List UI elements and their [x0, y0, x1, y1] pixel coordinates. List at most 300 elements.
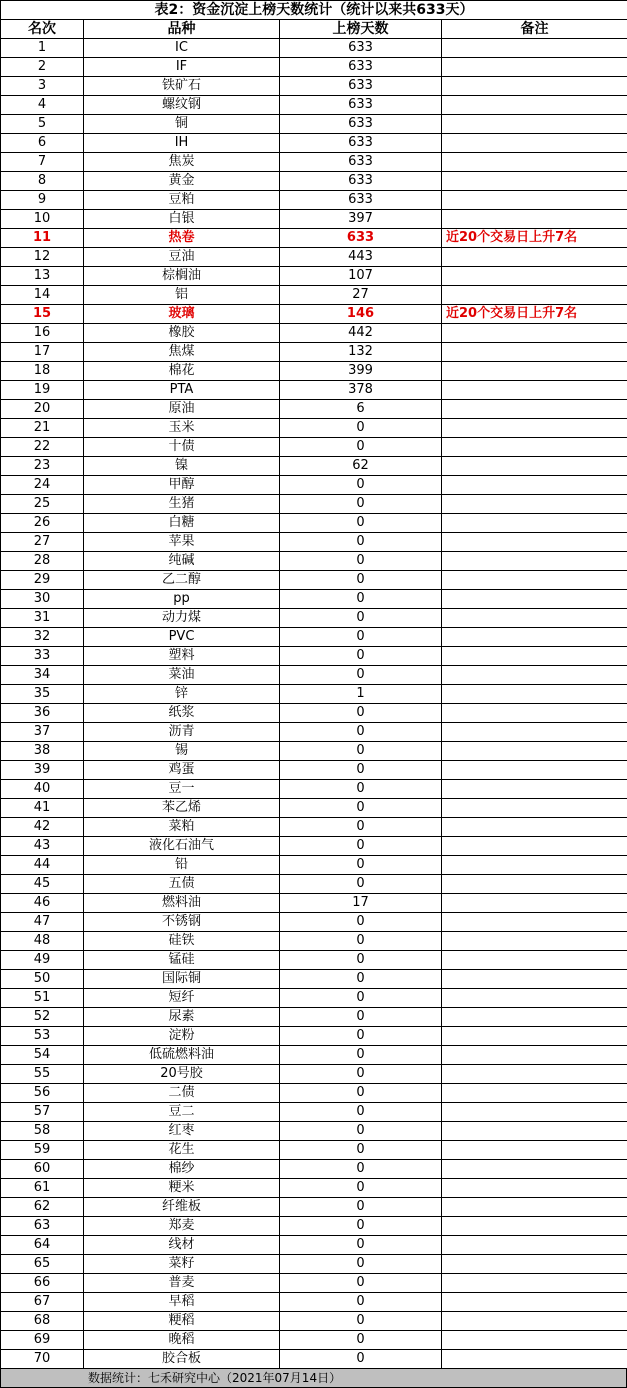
days-cell: 443 [280, 248, 442, 267]
note-cell [442, 172, 627, 191]
rank-cell: 67 [1, 1293, 84, 1312]
days-cell: 633 [280, 191, 442, 210]
days-cell: 0 [280, 609, 442, 628]
table-row [1, 1084, 627, 1103]
table-row [1, 1141, 627, 1160]
table-row [1, 1331, 627, 1350]
note-cell [442, 761, 627, 780]
note-cell [442, 1350, 627, 1369]
rank-cell: 70 [1, 1350, 84, 1369]
note-cell [442, 571, 627, 590]
name-cell: 白银 [84, 210, 280, 229]
name-cell: 粳米 [84, 1179, 280, 1198]
days-cell: 0 [280, 1008, 442, 1027]
table-row [1, 1122, 627, 1141]
note-cell [442, 1065, 627, 1084]
note-cell [442, 1217, 627, 1236]
note-cell [442, 514, 627, 533]
name-cell: 纤维板 [84, 1198, 280, 1217]
name-cell: 豆一 [84, 780, 280, 799]
name-cell: 螺纹钢 [84, 96, 280, 115]
name-cell: 豆粕 [84, 191, 280, 210]
table-row [1, 552, 627, 571]
table-row [1, 286, 627, 305]
name-cell: 液化石油气 [84, 837, 280, 856]
table-row [1, 1236, 627, 1255]
table-row [1, 799, 627, 818]
table-row [1, 267, 627, 286]
name-cell: 焦煤 [84, 343, 280, 362]
days-cell: 633 [280, 96, 442, 115]
rank-cell: 30 [1, 590, 84, 609]
days-cell: 0 [280, 1084, 442, 1103]
table-row [1, 875, 627, 894]
name-cell: 塑料 [84, 647, 280, 666]
name-cell: 尿素 [84, 1008, 280, 1027]
days-cell: 1 [280, 685, 442, 704]
days-cell: 0 [280, 1236, 442, 1255]
days-cell: 6 [280, 400, 442, 419]
rank-cell: 26 [1, 514, 84, 533]
rank-cell: 66 [1, 1274, 84, 1293]
note-cell [442, 115, 627, 134]
name-cell: 国际铜 [84, 970, 280, 989]
days-cell: 633 [280, 39, 442, 58]
rank-cell: 62 [1, 1198, 84, 1217]
name-cell: 乙二醇 [84, 571, 280, 590]
days-cell: 633 [280, 229, 442, 248]
table-row [1, 628, 627, 647]
name-cell: 黄金 [84, 172, 280, 191]
note-cell [442, 286, 627, 305]
table-row [1, 1293, 627, 1312]
days-cell: 132 [280, 343, 442, 362]
days-cell: 0 [280, 761, 442, 780]
note-cell [442, 856, 627, 875]
note-cell [442, 533, 627, 552]
rank-cell: 39 [1, 761, 84, 780]
table-row [1, 343, 627, 362]
rank-cell: 17 [1, 343, 84, 362]
table-row [1, 115, 627, 134]
table-row [1, 894, 627, 913]
name-cell: IH [84, 134, 280, 153]
rank-cell: 41 [1, 799, 84, 818]
note-cell [442, 476, 627, 495]
rank-cell: 45 [1, 875, 84, 894]
rank-cell: 56 [1, 1084, 84, 1103]
table-row [1, 989, 627, 1008]
rank-cell: 40 [1, 780, 84, 799]
note-cell [442, 723, 627, 742]
note-cell [442, 742, 627, 761]
days-cell: 0 [280, 742, 442, 761]
table-row [1, 305, 627, 324]
rank-cell: 54 [1, 1046, 84, 1065]
name-cell: 豆二 [84, 1103, 280, 1122]
rank-cell: 18 [1, 362, 84, 381]
table-row [1, 362, 627, 381]
rank-cell: 63 [1, 1217, 84, 1236]
table-row [1, 77, 627, 96]
header-days: 上榜天数 [280, 20, 442, 39]
days-cell: 146 [280, 305, 442, 324]
rank-cell: 19 [1, 381, 84, 400]
note-cell [442, 1331, 627, 1350]
rank-cell: 55 [1, 1065, 84, 1084]
rank-cell: 61 [1, 1179, 84, 1198]
rank-cell: 58 [1, 1122, 84, 1141]
table-row [1, 229, 627, 248]
name-cell: pp [84, 590, 280, 609]
rank-cell: 29 [1, 571, 84, 590]
table-row [1, 1046, 627, 1065]
note-cell [442, 153, 627, 172]
rank-cell: 22 [1, 438, 84, 457]
name-cell: 生猪 [84, 495, 280, 514]
name-cell: 胶合板 [84, 1350, 280, 1369]
name-cell: 普麦 [84, 1274, 280, 1293]
note-cell [442, 647, 627, 666]
days-cell: 107 [280, 267, 442, 286]
note-cell [442, 134, 627, 153]
note-cell [442, 970, 627, 989]
name-cell: 玉米 [84, 419, 280, 438]
rank-cell: 24 [1, 476, 84, 495]
days-cell: 633 [280, 115, 442, 134]
rank-cell: 37 [1, 723, 84, 742]
name-cell: 纯碱 [84, 552, 280, 571]
days-cell: 0 [280, 1198, 442, 1217]
name-cell: 橡胶 [84, 324, 280, 343]
name-cell: 豆油 [84, 248, 280, 267]
rank-cell: 35 [1, 685, 84, 704]
table-row [1, 495, 627, 514]
rank-cell: 49 [1, 951, 84, 970]
rank-cell: 32 [1, 628, 84, 647]
rank-cell: 68 [1, 1312, 84, 1331]
note-cell [442, 457, 627, 476]
name-cell: 硅铁 [84, 932, 280, 951]
note-cell [442, 704, 627, 723]
note-cell [442, 39, 627, 58]
days-cell: 633 [280, 58, 442, 77]
days-cell: 17 [280, 894, 442, 913]
name-cell: 燃料油 [84, 894, 280, 913]
note-cell [442, 609, 627, 628]
note-cell [442, 1084, 627, 1103]
rank-cell: 60 [1, 1160, 84, 1179]
name-cell: 白糖 [84, 514, 280, 533]
name-cell: 鸡蛋 [84, 761, 280, 780]
note-cell [442, 628, 627, 647]
name-cell: 十债 [84, 438, 280, 457]
name-cell: 原油 [84, 400, 280, 419]
header-name: 品种 [84, 20, 280, 39]
table-row [1, 172, 627, 191]
days-cell: 0 [280, 1350, 442, 1369]
days-cell: 0 [280, 647, 442, 666]
days-cell: 633 [280, 134, 442, 153]
rank-cell: 51 [1, 989, 84, 1008]
days-cell: 633 [280, 172, 442, 191]
rank-cell: 36 [1, 704, 84, 723]
note-cell [442, 932, 627, 951]
name-cell: 铅 [84, 856, 280, 875]
days-cell: 0 [280, 1122, 442, 1141]
note-cell [442, 438, 627, 457]
table-row [1, 1160, 627, 1179]
name-cell: 锡 [84, 742, 280, 761]
name-cell: 菜籽 [84, 1255, 280, 1274]
note-cell [442, 552, 627, 571]
table-row [1, 913, 627, 932]
rank-cell: 6 [1, 134, 84, 153]
note-cell [442, 1008, 627, 1027]
name-cell: 二债 [84, 1084, 280, 1103]
days-cell: 0 [280, 1293, 442, 1312]
table-row [1, 58, 627, 77]
days-cell: 0 [280, 476, 442, 495]
name-cell: 棉花 [84, 362, 280, 381]
note-cell [442, 837, 627, 856]
rank-cell: 33 [1, 647, 84, 666]
name-cell: 五债 [84, 875, 280, 894]
note-cell [442, 818, 627, 837]
rank-cell: 21 [1, 419, 84, 438]
note-cell [442, 400, 627, 419]
days-cell: 0 [280, 970, 442, 989]
days-cell: 0 [280, 1065, 442, 1084]
days-cell: 0 [280, 989, 442, 1008]
days-cell: 0 [280, 1027, 442, 1046]
note-cell [442, 1103, 627, 1122]
table-row [1, 609, 627, 628]
days-cell: 0 [280, 1046, 442, 1065]
table-row [1, 438, 627, 457]
name-cell: 不锈钢 [84, 913, 280, 932]
table-row [1, 970, 627, 989]
note-cell [442, 1255, 627, 1274]
table-row [1, 590, 627, 609]
note-cell [442, 1141, 627, 1160]
name-cell: 20号胶 [84, 1065, 280, 1084]
rank-cell: 69 [1, 1331, 84, 1350]
name-cell: 淀粉 [84, 1027, 280, 1046]
note-cell [442, 362, 627, 381]
days-cell: 0 [280, 1217, 442, 1236]
days-cell: 0 [280, 799, 442, 818]
table-row [1, 666, 627, 685]
rank-cell: 10 [1, 210, 84, 229]
table-row [1, 951, 627, 970]
rank-cell: 65 [1, 1255, 84, 1274]
name-cell: IC [84, 39, 280, 58]
rank-cell: 20 [1, 400, 84, 419]
table-body [1, 39, 627, 1369]
rank-cell: 9 [1, 191, 84, 210]
name-cell: 热卷 [84, 229, 280, 248]
name-cell: 郑麦 [84, 1217, 280, 1236]
name-cell: 棕榈油 [84, 267, 280, 286]
days-cell: 633 [280, 153, 442, 172]
table-row [1, 704, 627, 723]
table-row [1, 419, 627, 438]
name-cell: 锰硅 [84, 951, 280, 970]
table-row [1, 1255, 627, 1274]
rank-cell: 57 [1, 1103, 84, 1122]
note-cell [442, 1122, 627, 1141]
days-cell: 0 [280, 932, 442, 951]
name-cell: 早稻 [84, 1293, 280, 1312]
table-row [1, 742, 627, 761]
table-row [1, 324, 627, 343]
days-cell: 0 [280, 590, 442, 609]
name-cell: 铁矿石 [84, 77, 280, 96]
days-cell: 0 [280, 780, 442, 799]
note-cell [442, 324, 627, 343]
table-row [1, 457, 627, 476]
name-cell: 动力煤 [84, 609, 280, 628]
note-cell [442, 913, 627, 932]
table-row [1, 533, 627, 552]
table-row [1, 571, 627, 590]
name-cell: 铜 [84, 115, 280, 134]
note-cell [442, 343, 627, 362]
rank-cell: 25 [1, 495, 84, 514]
table-row [1, 153, 627, 172]
note-cell: 近20个交易日上升7名 [442, 229, 627, 248]
table-row [1, 761, 627, 780]
note-cell [442, 1027, 627, 1046]
days-cell: 0 [280, 1255, 442, 1274]
note-cell [442, 799, 627, 818]
table-row [1, 1350, 627, 1369]
rank-cell: 52 [1, 1008, 84, 1027]
days-cell: 0 [280, 723, 442, 742]
rank-cell: 47 [1, 913, 84, 932]
rank-cell: 28 [1, 552, 84, 571]
table-row [1, 723, 627, 742]
note-cell [442, 419, 627, 438]
note-cell [442, 989, 627, 1008]
header-row [1, 20, 627, 39]
rank-cell: 2 [1, 58, 84, 77]
rank-cell: 13 [1, 267, 84, 286]
name-cell: 粳稻 [84, 1312, 280, 1331]
note-cell [442, 875, 627, 894]
note-cell [442, 1274, 627, 1293]
note-cell [442, 495, 627, 514]
days-cell: 0 [280, 628, 442, 647]
rank-cell: 53 [1, 1027, 84, 1046]
note-cell [442, 1236, 627, 1255]
table-row [1, 381, 627, 400]
name-cell: 锌 [84, 685, 280, 704]
days-cell: 0 [280, 856, 442, 875]
table-title: 表2：资金沉淀上榜天数统计（统计以来共633天） [1, 1, 627, 20]
rank-cell: 59 [1, 1141, 84, 1160]
rank-cell: 34 [1, 666, 84, 685]
table-row [1, 248, 627, 267]
name-cell: 花生 [84, 1141, 280, 1160]
header-note: 备注 [442, 20, 627, 39]
note-cell [442, 1293, 627, 1312]
rank-cell: 43 [1, 837, 84, 856]
days-cell: 62 [280, 457, 442, 476]
rank-cell: 38 [1, 742, 84, 761]
days-cell: 378 [280, 381, 442, 400]
table-row [1, 1027, 627, 1046]
days-cell: 0 [280, 837, 442, 856]
rank-cell: 7 [1, 153, 84, 172]
days-cell: 0 [280, 704, 442, 723]
table-row [1, 856, 627, 875]
days-cell: 0 [280, 514, 442, 533]
table-row [1, 134, 627, 153]
days-cell: 399 [280, 362, 442, 381]
name-cell: 铝 [84, 286, 280, 305]
name-cell: 纸浆 [84, 704, 280, 723]
table-row [1, 818, 627, 837]
rank-cell: 3 [1, 77, 84, 96]
name-cell: IF [84, 58, 280, 77]
name-cell: 玻璃 [84, 305, 280, 324]
table-row [1, 96, 627, 115]
table-row [1, 1312, 627, 1331]
name-cell: 镍 [84, 457, 280, 476]
days-cell: 0 [280, 1160, 442, 1179]
name-cell: 棉纱 [84, 1160, 280, 1179]
rank-cell: 48 [1, 932, 84, 951]
title-row [1, 1, 627, 20]
table-row [1, 476, 627, 495]
name-cell: 菜粕 [84, 818, 280, 837]
days-cell: 0 [280, 533, 442, 552]
rank-cell: 31 [1, 609, 84, 628]
note-cell [442, 780, 627, 799]
name-cell: 苹果 [84, 533, 280, 552]
days-cell: 0 [280, 552, 442, 571]
table-row [1, 647, 627, 666]
table-row [1, 932, 627, 951]
name-cell: 焦炭 [84, 153, 280, 172]
name-cell: 苯乙烯 [84, 799, 280, 818]
note-cell [442, 1179, 627, 1198]
footer-source: 数据统计：七禾研究中心（2021年07月14日） [0, 1369, 627, 1388]
rank-cell: 50 [1, 970, 84, 989]
name-cell: PTA [84, 381, 280, 400]
table-row [1, 1274, 627, 1293]
note-cell [442, 381, 627, 400]
days-cell: 0 [280, 875, 442, 894]
rank-cell: 15 [1, 305, 84, 324]
days-cell: 0 [280, 495, 442, 514]
days-cell: 633 [280, 77, 442, 96]
rank-cell: 14 [1, 286, 84, 305]
table-row [1, 780, 627, 799]
days-cell: 0 [280, 438, 442, 457]
days-cell: 0 [280, 571, 442, 590]
name-cell: 短纤 [84, 989, 280, 1008]
table-row [1, 1065, 627, 1084]
note-cell [442, 210, 627, 229]
name-cell: 线材 [84, 1236, 280, 1255]
rank-cell: 46 [1, 894, 84, 913]
rank-cell: 4 [1, 96, 84, 115]
days-cell: 442 [280, 324, 442, 343]
table-row [1, 1198, 627, 1217]
